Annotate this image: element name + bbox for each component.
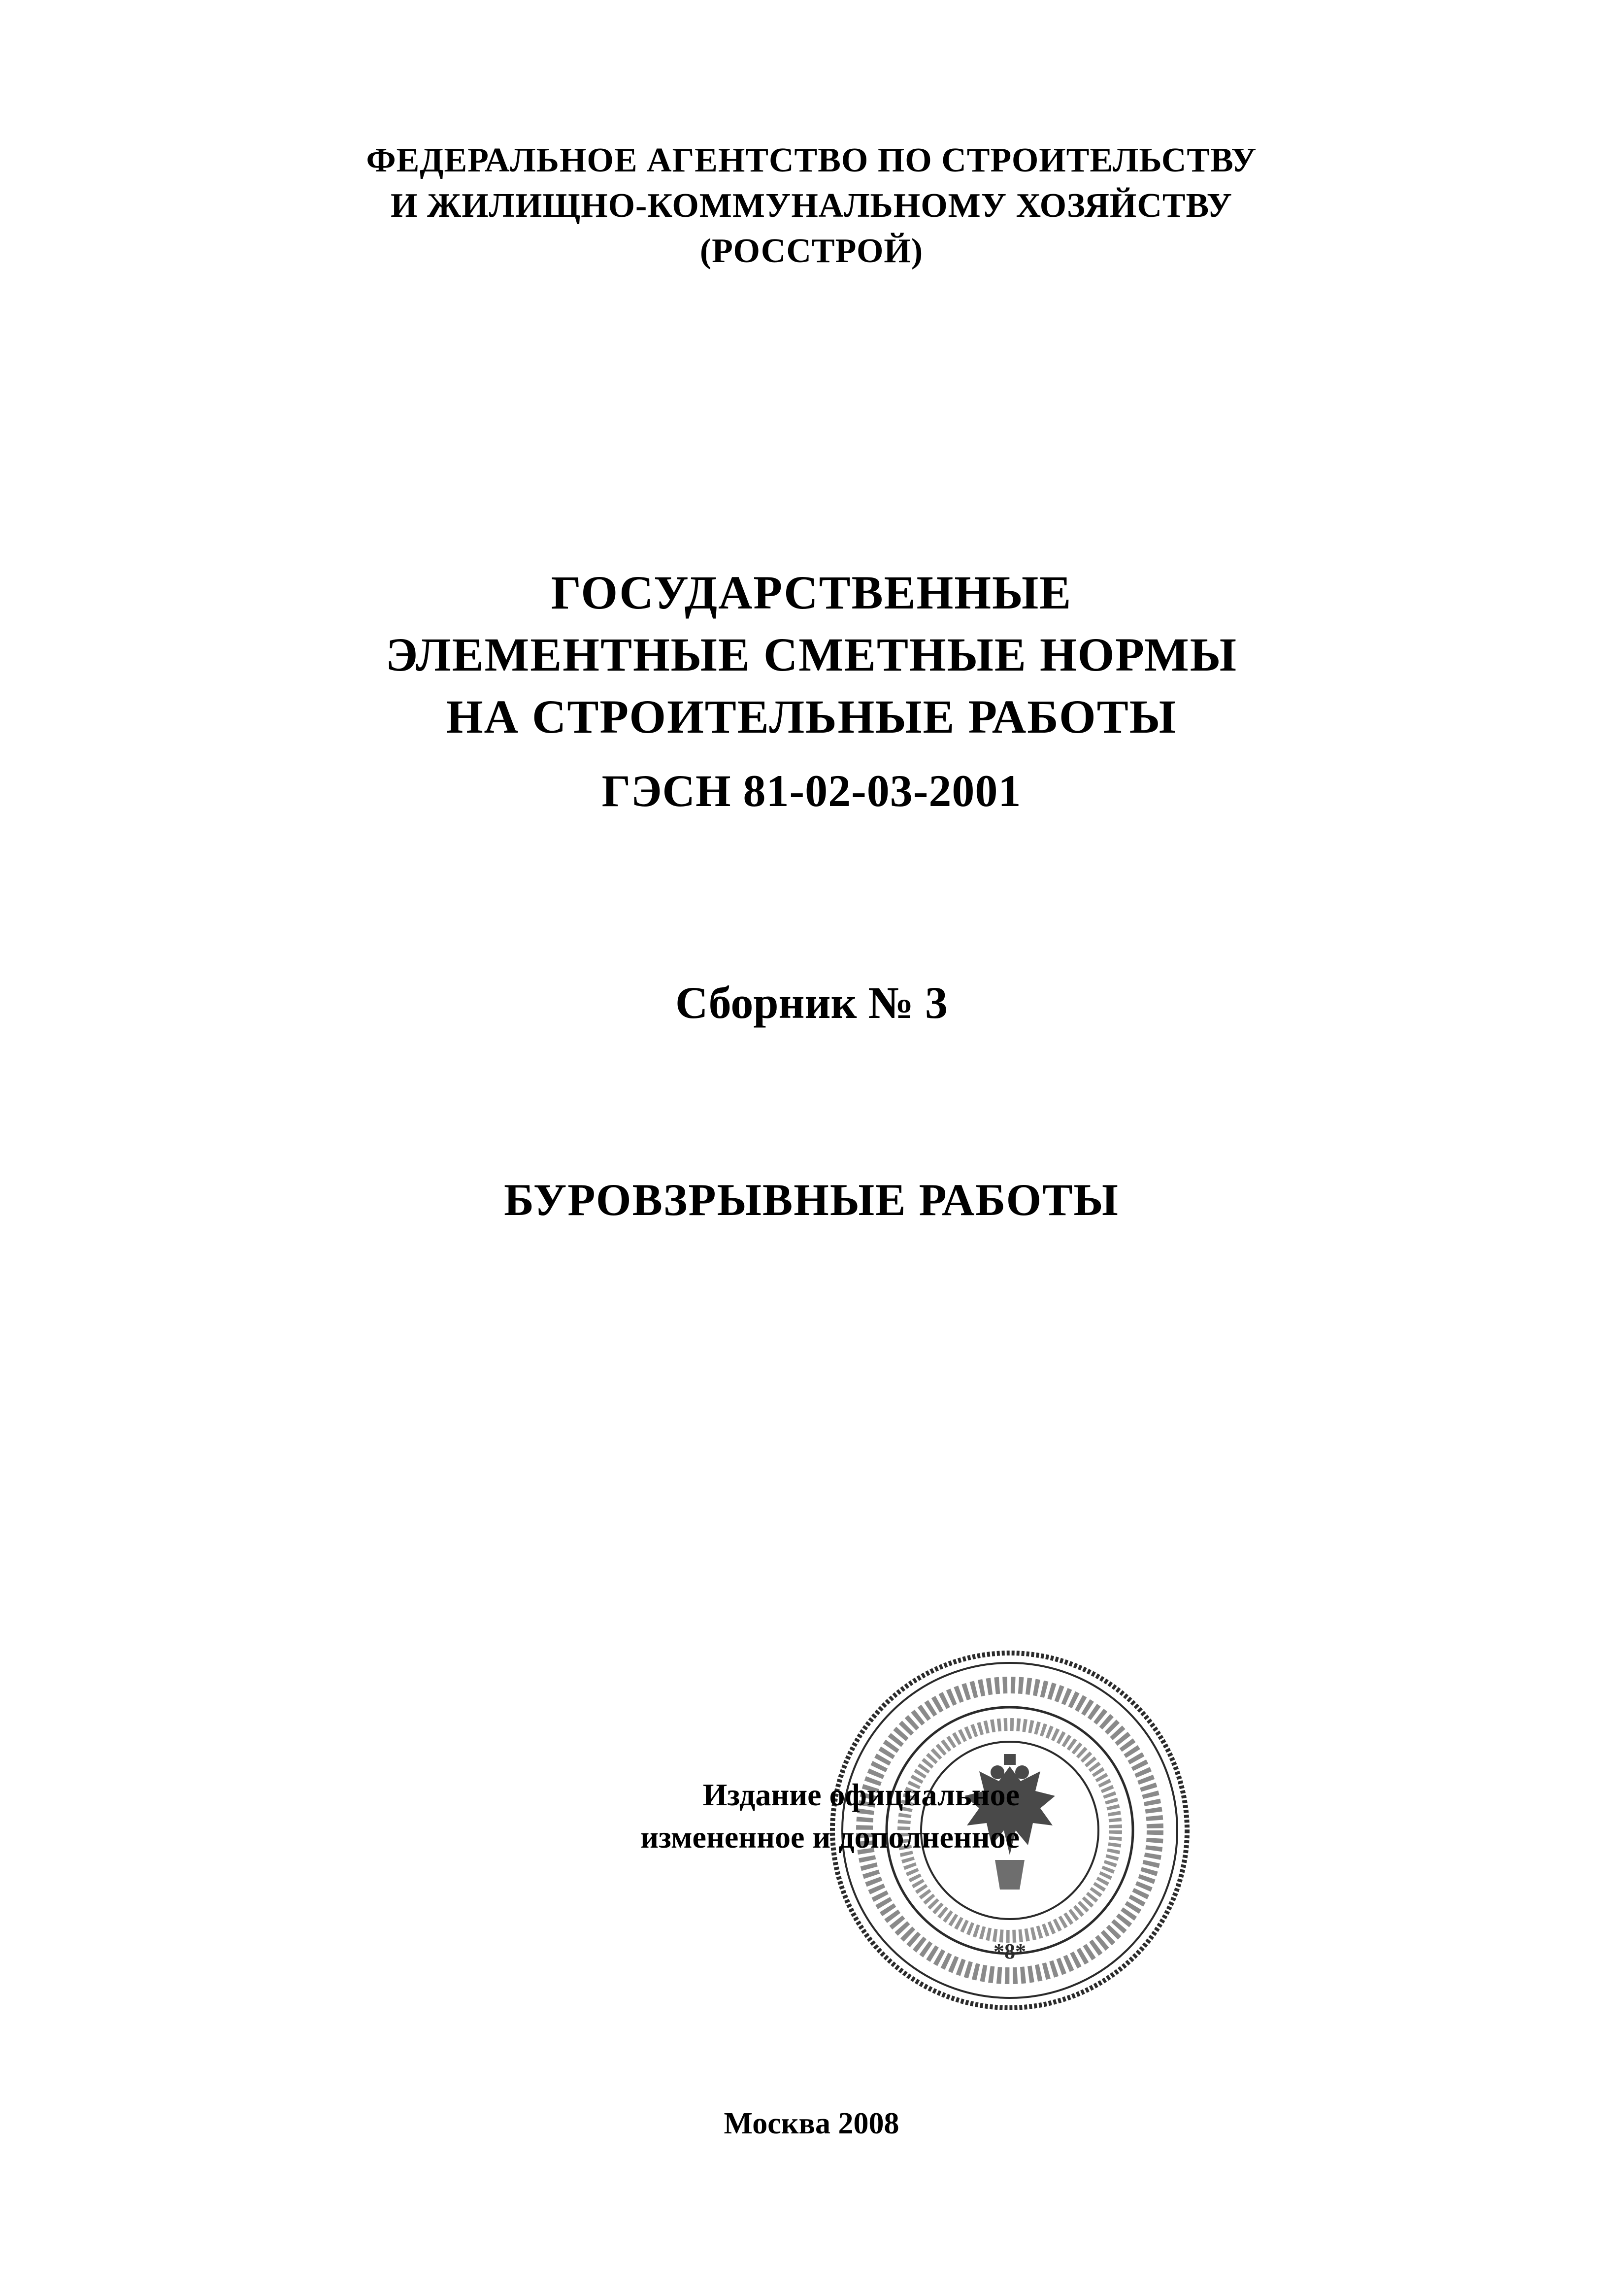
agency-line-1: ФЕДЕРАЛЬНОЕ АГЕНТСТВО ПО СТРОИТЕЛЬСТВУ — [366, 141, 1257, 179]
document-code: ГЭСН 81-02-03-2001 — [601, 766, 1022, 816]
document-title — [0, 562, 1623, 748]
seal-number-mark: *8* — [994, 1939, 1026, 1963]
title-line-1: ГОСУДАРСТВЕННЫЕ — [551, 566, 1072, 619]
document-subject: БУРОВЗРЫВНЫЕ РАБОТЫ — [504, 1175, 1119, 1225]
publication-place-year: Москва 2008 — [724, 2107, 899, 2140]
agency-name — [0, 138, 1623, 274]
agency-line-2: И ЖИЛИЩНО-КОММУНАЛЬНОМУ ХОЗЯЙСТВУ — [391, 187, 1232, 225]
edition-line-2: измененное и дополненное — [640, 1820, 1020, 1855]
title-line-2: ЭЛЕМЕНТНЫЕ СМЕТНЫЕ НОРМЫ — [386, 628, 1237, 681]
collection-number: Сборник № 3 — [675, 978, 948, 1028]
agency-line-3: (РОССТРОЙ) — [699, 232, 924, 270]
edition-note — [557, 1774, 1020, 1858]
edition-line-1: Издание официальное — [702, 1777, 1020, 1812]
title-line-3: НА СТРОИТЕЛЬНЫЕ РАБОТЫ — [446, 690, 1177, 743]
